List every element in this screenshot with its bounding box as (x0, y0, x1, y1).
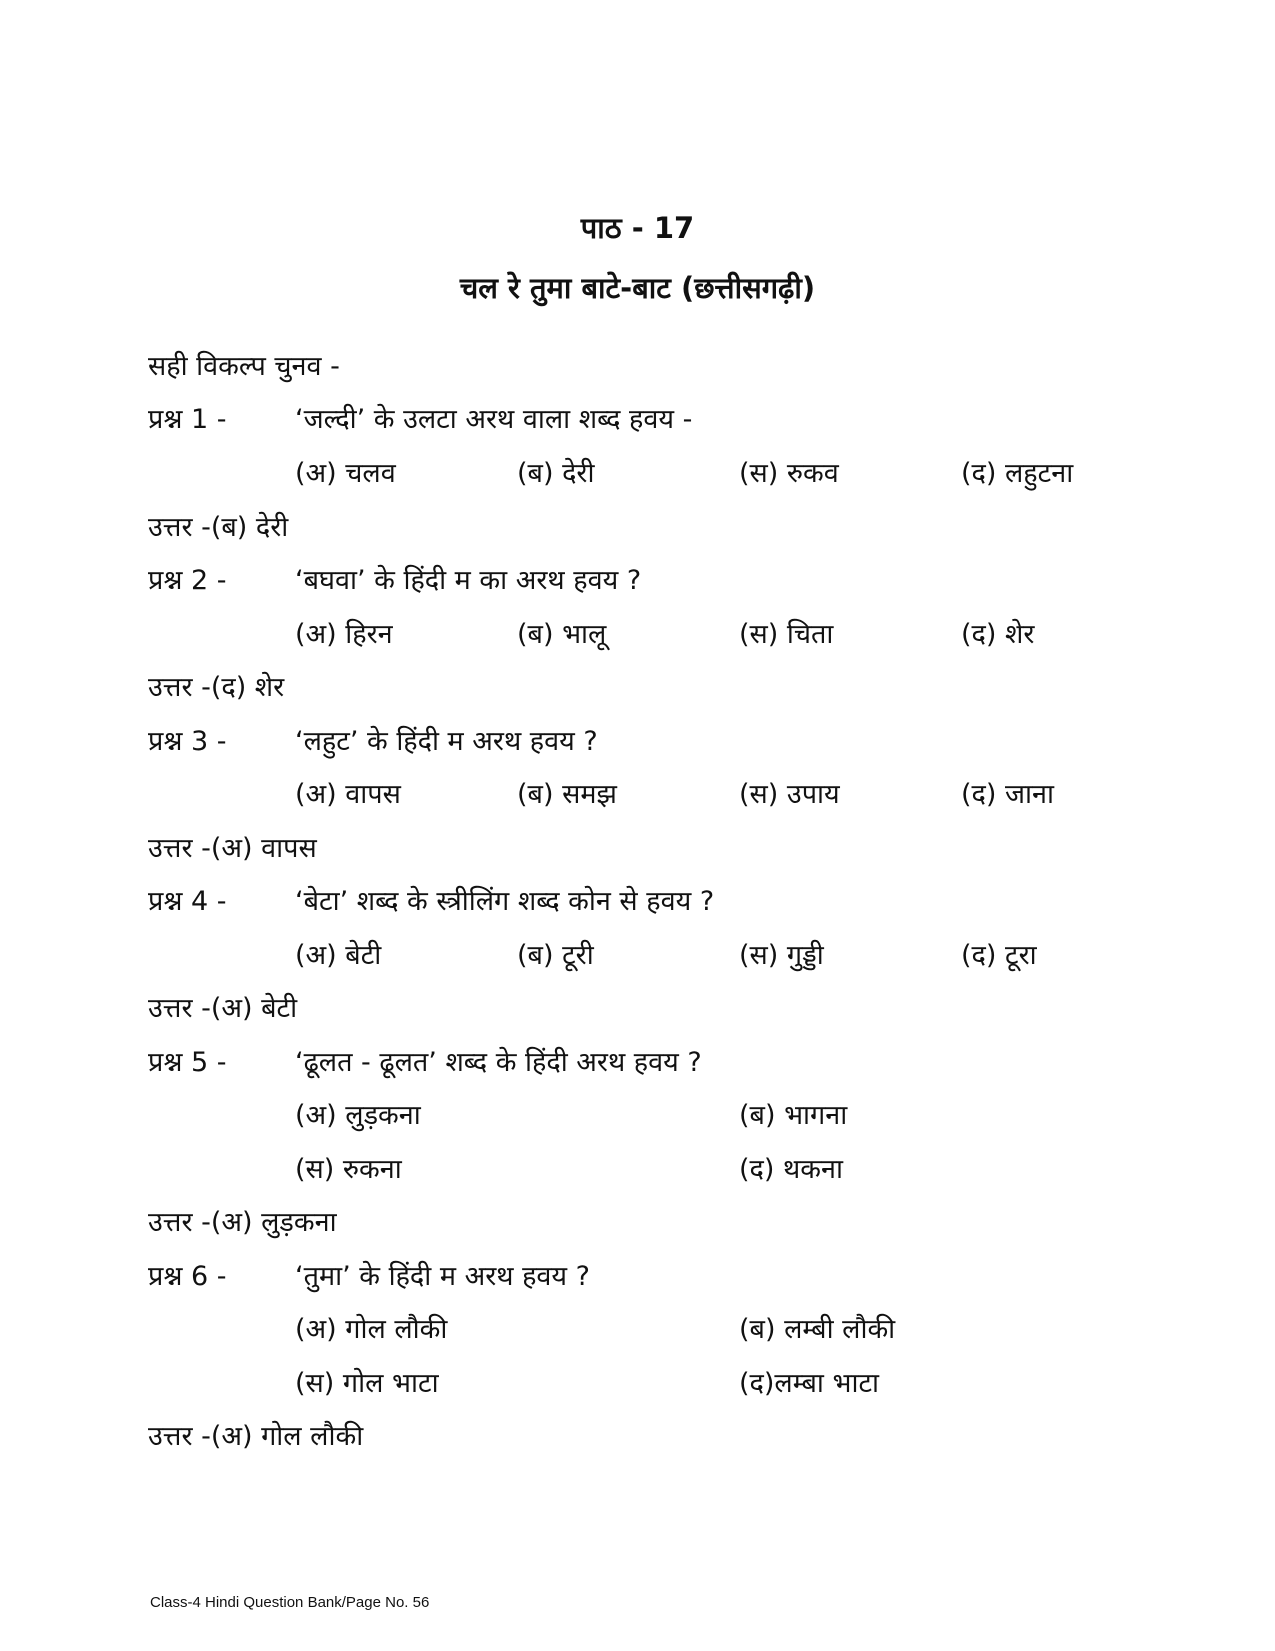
option: (अ) वापस (295, 779, 401, 810)
page-footer: Class-4 Hindi Question Bank/Page No. 56 (150, 1594, 430, 1611)
answer: उत्तर -(ब) देरी (148, 512, 289, 543)
option: (स) रुकव (739, 458, 839, 489)
question-text: ‘जल्दी’ के उलटा अरथ वाला शब्द हवय - (295, 404, 693, 435)
option: (द) थकना (739, 1154, 843, 1185)
option: (स) रुकना (295, 1154, 402, 1185)
answer: उत्तर -(अ) बेटी (148, 993, 298, 1024)
question-text: ‘तुमा’ के हिंदी म अरथ हवय ? (295, 1261, 590, 1292)
option: (द)लम्बा भाटा (739, 1368, 880, 1399)
option: (ब) लम्बी लौकी (739, 1314, 896, 1345)
option: (स) गुड्डी (739, 940, 824, 971)
question-text: ‘ढूलत - ढूलत’ शब्द के हिंदी अरथ हवय ? (295, 1047, 702, 1078)
instruction: सही विकल्प चुनव - (148, 351, 340, 382)
option: (अ) हिरन (295, 619, 393, 650)
option: (स) चिता (739, 619, 834, 650)
answer: उत्तर -(अ) गोल लौकी (148, 1421, 364, 1452)
option: (अ) बेटी (295, 940, 382, 971)
question-text: ‘लहुट’ के हिंदी म अरथ हवय ? (295, 726, 598, 757)
question-label: प्रश्न 4 - (148, 886, 227, 917)
answer: उत्तर -(अ) वापस (148, 833, 317, 864)
question-label: प्रश्न 2 - (148, 565, 227, 596)
question-text: ‘बघवा’ के हिंदी म का अरथ हवय ? (295, 565, 642, 596)
option: (ब) टूरी (517, 940, 594, 971)
option: (अ) गोल लौकी (295, 1314, 448, 1345)
option: (ब) समझ (517, 779, 617, 810)
lesson-number: पाठ - 17 (580, 211, 695, 245)
answer: उत्तर -(द) शेर (148, 672, 285, 703)
option: (अ) लुड़कना (295, 1100, 421, 1131)
question-label: प्रश्न 5 - (148, 1047, 227, 1078)
question-label: प्रश्न 3 - (148, 726, 227, 757)
option: (स) गोल भाटा (295, 1368, 439, 1399)
option: (द) लहुटना (961, 458, 1074, 489)
lesson-title: चल रे तुमा बाटे-बाट (छत्तीसगढ़ी) (459, 271, 816, 305)
option: (ब) भागना (739, 1100, 848, 1131)
option: (ब) देरी (517, 458, 595, 489)
option: (ब) भालू (517, 619, 607, 650)
question-text: ‘बेटा’ शब्द के स्त्रीलिंग शब्द कोन से हवय ? (295, 886, 715, 917)
answer: उत्तर -(अ) लुड़कना (148, 1207, 337, 1238)
option: (द) टूरा (961, 940, 1037, 971)
option: (द) शेर (961, 619, 1035, 650)
option: (स) उपाय (739, 779, 840, 810)
option: (अ) चलव (295, 458, 396, 489)
question-label: प्रश्न 6 - (148, 1261, 227, 1292)
option: (द) जाना (961, 779, 1054, 810)
question-label: प्रश्न 1 - (148, 404, 227, 435)
